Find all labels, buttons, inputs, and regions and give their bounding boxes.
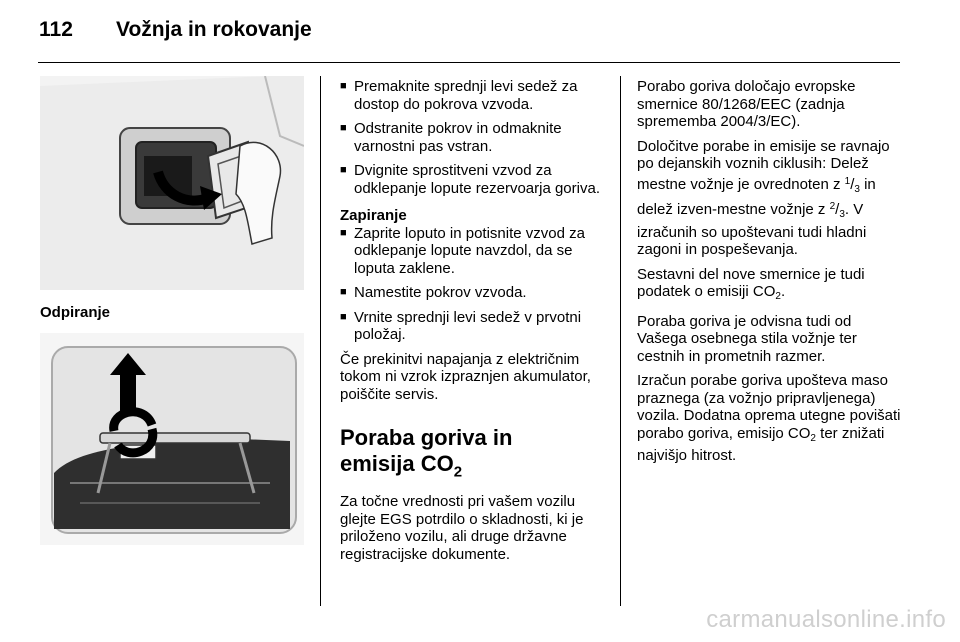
release-lever-drawing <box>40 333 304 545</box>
paragraph-co2-data <box>637 266 905 306</box>
subscript: 2 <box>810 432 816 444</box>
bullet-icon: ■ <box>340 226 347 239</box>
illustration-open-lever-cover <box>40 76 304 290</box>
section-heading <box>340 425 608 485</box>
fraction-numerator: 1 <box>844 175 851 187</box>
paragraph-driving-cycles: Določitve porabe in emisije se ravnajo po dejanskih voznih ciklusih: Delež mestne vožnje je ovrednoten z $^1/_3$ in delež izven-mestne vožnje z $^2/_3$. V izračunih so upoštevani tudi hladni zagoni in pospeševanja. <box>637 137 890 258</box>
list-item-text: Vrnite sprednji levi sedež v prvotni položaj. <box>354 308 582 343</box>
list-item-text: Namestite pokrov vzvoda. <box>354 284 527 301</box>
text-run: in delež izven-mestne vožnje z <box>637 175 876 218</box>
section-heading-line1: Poraba goriva in <box>340 425 513 450</box>
watermark: carmanualsonline.info <box>706 606 946 633</box>
list-item <box>340 120 608 155</box>
text-run: . <box>780 283 786 300</box>
list-item-text: Odstranite pokrov in odmaknite varnostni pas vstran. <box>354 120 562 155</box>
page-number: 112 <box>39 18 73 41</box>
bullet-icon: ■ <box>340 164 347 176</box>
section-paragraph: Za točne vrednosti pri vašem vozilu glejte EGS potrdilo o skladnosti, ki je priloženo vozilu, ali druge državne registracijske dokumente. <box>340 493 584 563</box>
text-run: . V izračunih so upoštevani tudi hladni zagoni in pospeševanja. <box>637 201 867 258</box>
text-run: Sestavni del nove smernice je tudi podatek o emisiji CO <box>637 265 865 300</box>
fraction-denominator: 3 <box>839 209 845 220</box>
fraction-denominator: 3 <box>854 183 860 195</box>
list-item <box>340 162 608 197</box>
power-failure-note: Če prekinitvi napajanja z električnim tokom ni vzrok izpraznjen akumulator, poiščite servis. <box>340 350 591 403</box>
bullet-icon: ■ <box>340 310 347 323</box>
paragraph-driving-style: Poraba goriva je odvisna tudi od Vašega osebnega stila vožnje ter cestnih in prometnih razmer. <box>637 312 857 365</box>
section-heading-line2: emisija CO <box>340 451 454 476</box>
bullet-icon: ■ <box>340 286 347 298</box>
bullet-icon: ■ <box>340 80 347 92</box>
text-run: Izračun porabe goriva upošteva maso praznega (za vožnjo pripravljenega) vozila. Dodatna oprema utegne povišati porabo goriva, emisijo CO <box>637 372 901 442</box>
subheading-closing: Zapiranje <box>340 207 407 224</box>
column-3 <box>637 78 905 472</box>
page-title: Vožnja in rokovanje <box>116 18 312 41</box>
list-item <box>340 284 608 302</box>
text-run: ter znižati najvišjo hitrost. <box>637 424 885 464</box>
column-divider-2 <box>620 76 621 606</box>
paragraph-mass <box>637 372 905 465</box>
list-item-text: Zaprite loputo in potisnite vzvod za odklepanje lopute navzdol, da se loputa zaklene. <box>354 224 585 277</box>
opening-steps-list <box>340 78 608 197</box>
list-item <box>340 309 608 344</box>
column-divider-1 <box>320 76 321 606</box>
closing-steps-list <box>340 225 608 344</box>
lever-cover-drawing <box>40 76 304 290</box>
column-2 <box>340 78 608 570</box>
list-item-text: Premaknite sprednji levi sedež za dostop do pokrova vzvoda. <box>354 78 578 113</box>
header-divider <box>38 62 900 63</box>
subscript: 2 <box>775 291 781 302</box>
list-item <box>340 78 608 113</box>
text-run: Določitve porabe in emisije se ravnajo po dejanskih voznih ciklusih: Delež mestne vožnje je ovrednoten z <box>637 137 890 193</box>
list-item-text: Dvignite sprostitveni vzvod za odklepanje lopute rezervoarja goriva. <box>354 162 600 197</box>
list-item <box>340 225 608 278</box>
bullet-icon: ■ <box>340 122 347 134</box>
illustration-release-lever <box>40 333 304 545</box>
paragraph-directives: Porabo goriva določajo evropske smernice 80/1268/EEC (zadnja sprememba 2004/3/EC). <box>637 78 856 130</box>
fraction-numerator: 2 <box>829 201 836 212</box>
section-heading-subscript: 2 <box>453 463 463 481</box>
figure-caption: Odpiranje <box>40 304 111 321</box>
